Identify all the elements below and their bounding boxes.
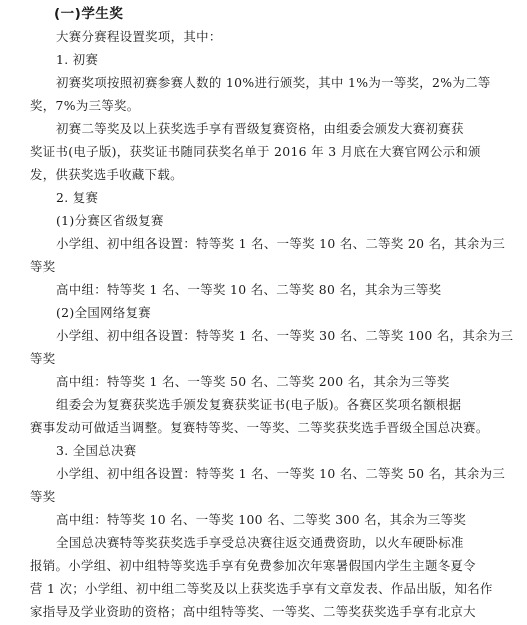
text-line: 营 1 次；小学组、初中组二等奖及以上获奖选手享有文章发表、作品出版，知名作 <box>30 581 493 596</box>
subheading-semifinal: 2. 复赛 <box>56 190 99 205</box>
text-line: 奖，7%为三等奖。 <box>30 98 140 113</box>
subheading-prelim: 1. 初赛 <box>56 52 99 67</box>
subheading-final: 3. 全国总决赛 <box>56 443 137 458</box>
text-line: 赛事发动可做适当调整。复赛特等奖、一等奖、二等奖获奖选手晋级全国总决赛。 <box>30 420 489 435</box>
section-heading: (一)学生奖 <box>54 6 124 22</box>
text-line: 小学组、初中组各设置：特等奖 1 名、一等奖 10 名、二等奖 20 名，其余为三 <box>56 236 506 251</box>
text-line: 奖证书(电子版)，获奖证书随同获奖名单于 2016 年 3 月底在大赛官网公示和颁 <box>30 144 481 159</box>
text-line: 高中组：特等奖 1 名、一等奖 10 名、二等奖 80 名，其余为三等奖 <box>56 282 442 297</box>
text-line: 大赛分赛程设置奖项，其中： <box>56 29 222 44</box>
text-line: 初赛二等奖及以上获奖选手享有晋级复赛资格，由组委会颁发大赛初赛获 <box>56 121 464 136</box>
text-line: 小学组、初中组各设置：特等奖 1 名、一等奖 10 名、二等奖 50 名，其余为三 <box>56 466 506 481</box>
subheading-provincial: (1)分赛区省级复赛 <box>56 213 164 228</box>
text-line: 小学组、初中组各设置：特等奖 1 名、一等奖 30 名、二等奖 100 名，其余为三 <box>56 328 514 343</box>
text-line: 发，供获奖选手收藏下载。 <box>30 167 183 182</box>
text-line: 高中组：特等奖 10 名、一等奖 100 名、二等奖 300 名，其余为三等奖 <box>56 512 467 527</box>
text-line: 全国总决赛特等奖获奖选手享受总决赛往返交通费资助，以火车硬卧标准 <box>56 535 464 550</box>
text-line: 高中组：特等奖 1 名、一等奖 50 名、二等奖 200 名，其余为三等奖 <box>56 374 450 389</box>
text-line: 等奖 <box>30 259 56 274</box>
text-line: 报销。小学组、初中组特等奖选手享有免费参加次年寒暑假国内学生主题冬夏令 <box>30 558 476 573</box>
text-line: 家指导及学业资助的资格；高中组特等奖、一等奖、二等奖获奖选手享有北京大 <box>30 604 476 619</box>
text-line: 初赛奖项按照初赛参赛人数的 10%进行颁奖，其中 1%为一等奖，2%为二等 <box>56 75 491 90</box>
subheading-online: (2)全国网络复赛 <box>56 305 152 320</box>
text-line: 等奖 <box>30 351 56 366</box>
text-line: 等奖 <box>30 489 56 504</box>
text-line: 组委会为复赛获奖选手颁发复赛获奖证书(电子版)。各赛区奖项名额根据 <box>56 397 462 412</box>
